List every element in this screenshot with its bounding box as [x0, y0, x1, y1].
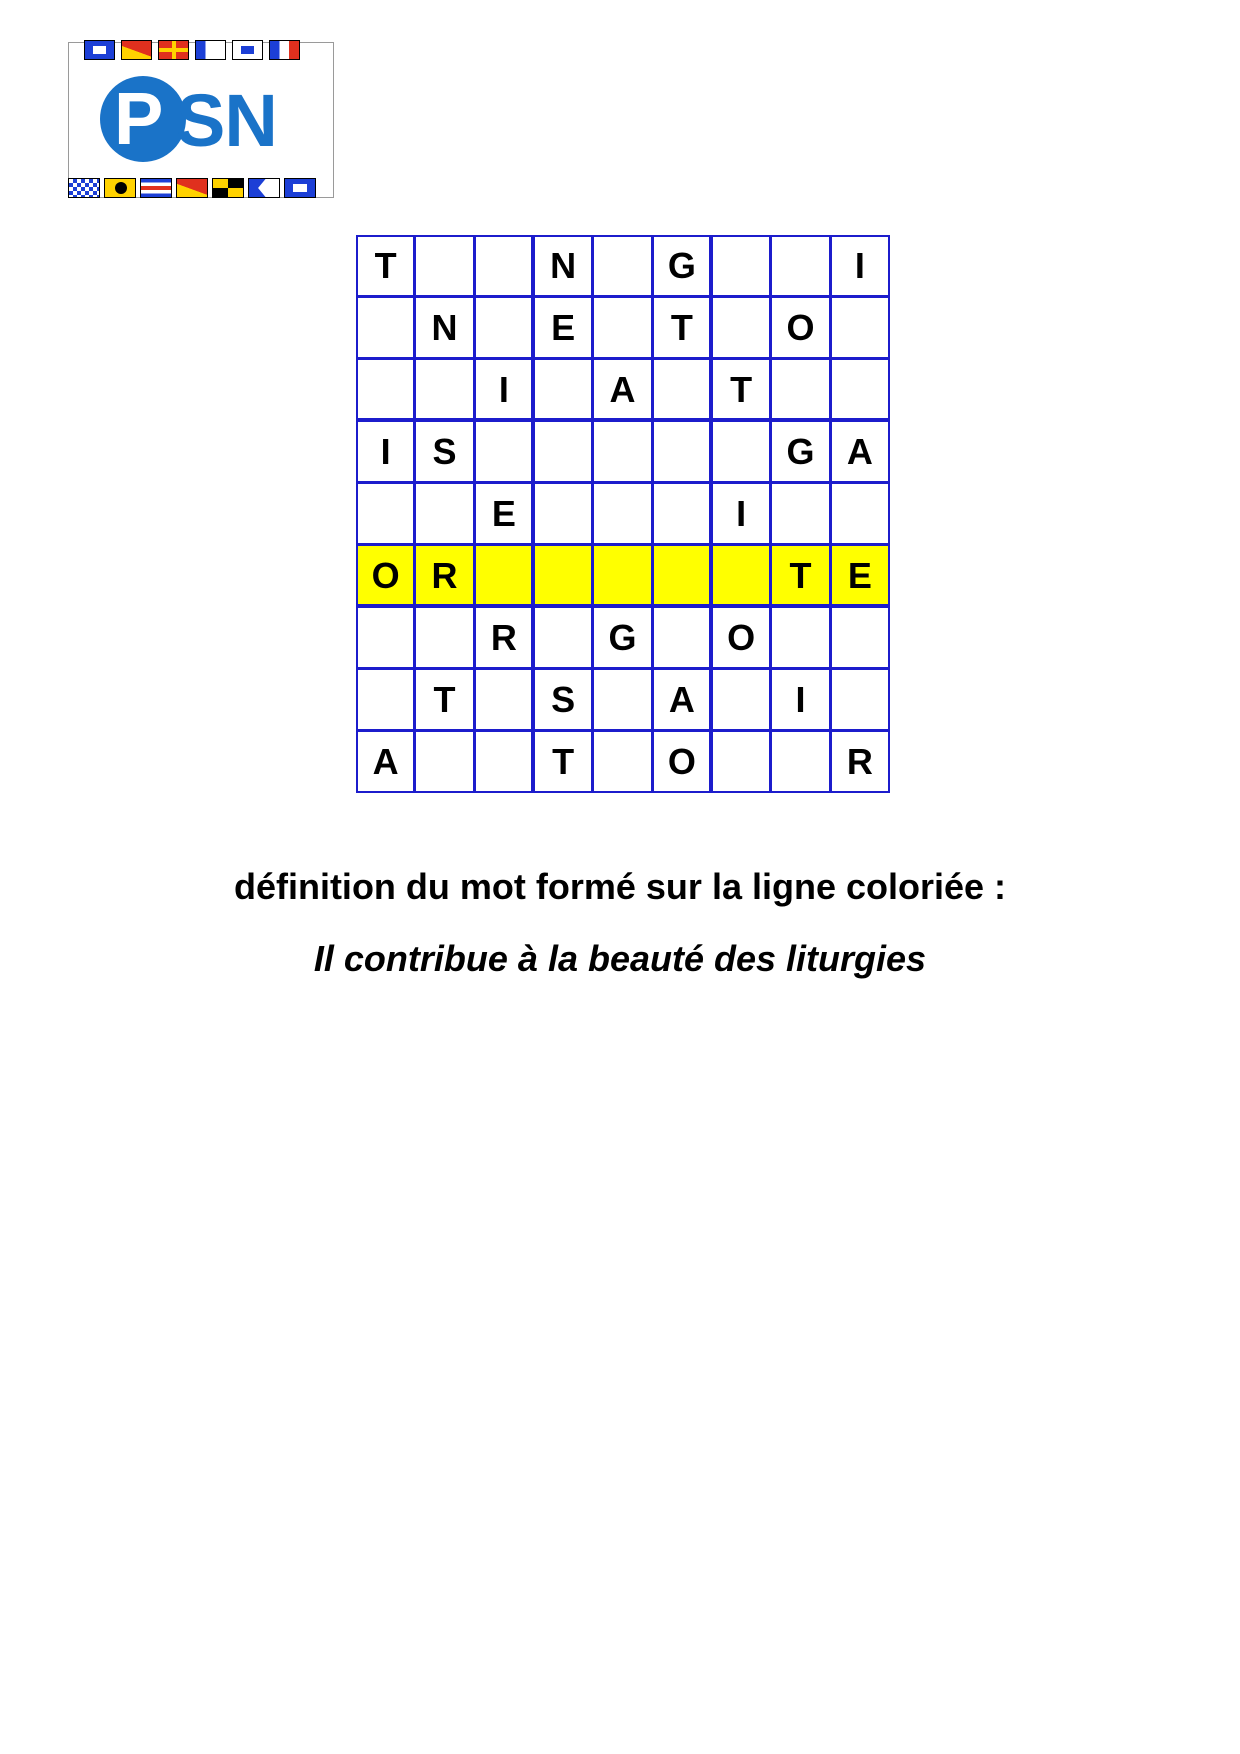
grid-cell [652, 482, 712, 545]
grid-cell [414, 606, 474, 669]
grid-cell [356, 358, 415, 421]
signal-flag-icon [68, 178, 100, 198]
grid-cell: T [711, 358, 771, 421]
grid-cell: I [356, 420, 415, 483]
grid-cell [830, 482, 890, 545]
grid-cell: S [414, 420, 474, 483]
grid-cell: R [474, 606, 534, 669]
logo-letter-p: P [114, 77, 164, 160]
signal-flag-icon [176, 178, 208, 198]
grid-cell [474, 296, 534, 359]
grid-cell: I [474, 358, 534, 421]
grid-cell [592, 668, 652, 731]
signal-flag-icon [248, 178, 280, 198]
grid-cell: E [830, 544, 890, 607]
grid-cell: T [356, 235, 415, 297]
grid-cell: O [770, 296, 830, 359]
definition-text: Il contribue à la beauté des liturgies [313, 938, 927, 979]
grid-cell [711, 544, 771, 607]
grid-cell: N [533, 235, 593, 297]
grid-cell [652, 358, 712, 421]
signal-flags-bottom [68, 178, 334, 200]
signal-flag-icon [284, 178, 316, 198]
grid-cell [356, 668, 415, 731]
grid-cell [770, 482, 830, 545]
grid-cell [830, 606, 890, 669]
signal-flag-icon [232, 40, 263, 60]
grid-cell [592, 482, 652, 545]
grid-cell: O [711, 606, 771, 669]
grid-cell [592, 730, 652, 793]
grid-cell [770, 606, 830, 669]
grid-cell: S [533, 668, 593, 731]
signal-flag-icon [269, 40, 300, 60]
grid-cell [474, 420, 534, 483]
psn-logo [68, 40, 334, 200]
grid-cell [592, 544, 652, 607]
grid-cell [592, 235, 652, 297]
signal-flag-icon [104, 178, 136, 198]
grid-cell [533, 606, 593, 669]
grid-cell: A [830, 420, 890, 483]
grid-cell [533, 358, 593, 421]
block-divider [356, 604, 890, 608]
block-divider [709, 235, 713, 793]
grid-cell [711, 296, 771, 359]
grid-cell [592, 296, 652, 359]
grid-cell [830, 668, 890, 731]
grid-cell [830, 358, 890, 421]
grid-cell: I [830, 235, 890, 297]
word-grid [356, 235, 890, 793]
grid-cell [770, 730, 830, 793]
grid-cell [830, 296, 890, 359]
grid-cell [533, 482, 593, 545]
grid-cell: T [652, 296, 712, 359]
grid-cell: E [533, 296, 593, 359]
definition-label: définition du mot formé sur la ligne coloriée : [233, 866, 1007, 907]
grid-cell [652, 420, 712, 483]
grid-cell: E [474, 482, 534, 545]
grid-cell: G [770, 420, 830, 483]
signal-flag-icon [84, 40, 115, 60]
logo-letters-sn: SN [176, 79, 277, 162]
grid-cell: N [414, 296, 474, 359]
block-divider [531, 235, 535, 793]
grid-cell: R [414, 544, 474, 607]
grid-cell: G [592, 606, 652, 669]
grid-cell [652, 606, 712, 669]
grid-cell [474, 235, 534, 297]
grid-cell [414, 235, 474, 297]
grid-cell: G [652, 235, 712, 297]
grid-cell [414, 730, 474, 793]
grid-cell [474, 668, 534, 731]
grid-cell: I [770, 668, 830, 731]
grid-cell [533, 420, 593, 483]
signal-flag-icon [140, 178, 172, 198]
grid-cell: O [652, 730, 712, 793]
signal-flag-icon [121, 40, 152, 60]
grid-cell [652, 544, 712, 607]
signal-flag-icon [212, 178, 244, 198]
grid-cell: I [711, 482, 771, 545]
grid-cell: R [830, 730, 890, 793]
grid-cell [711, 730, 771, 793]
grid-cell: A [592, 358, 652, 421]
grid-cell [356, 606, 415, 669]
grid-cell [770, 358, 830, 421]
grid-cell [711, 668, 771, 731]
grid-cell: O [356, 544, 415, 607]
grid-cell [711, 235, 771, 297]
grid-cell: A [652, 668, 712, 731]
grid-cell [414, 482, 474, 545]
grid-cell: T [414, 668, 474, 731]
grid-cell [711, 420, 771, 483]
grid-cell: A [356, 730, 415, 793]
logo-p-disc [100, 76, 186, 162]
grid-cell [770, 235, 830, 297]
grid-cell [474, 544, 534, 607]
signal-flags-top [68, 40, 334, 62]
grid-cell: T [533, 730, 593, 793]
signal-flag-icon [158, 40, 189, 60]
block-divider [356, 418, 890, 422]
grid-cell [414, 358, 474, 421]
grid-cell [356, 482, 415, 545]
grid-cell [592, 420, 652, 483]
grid-cell [533, 544, 593, 607]
grid-cell [356, 296, 415, 359]
signal-flag-icon [195, 40, 226, 60]
grid-cell [474, 730, 534, 793]
grid-cell: T [770, 544, 830, 607]
